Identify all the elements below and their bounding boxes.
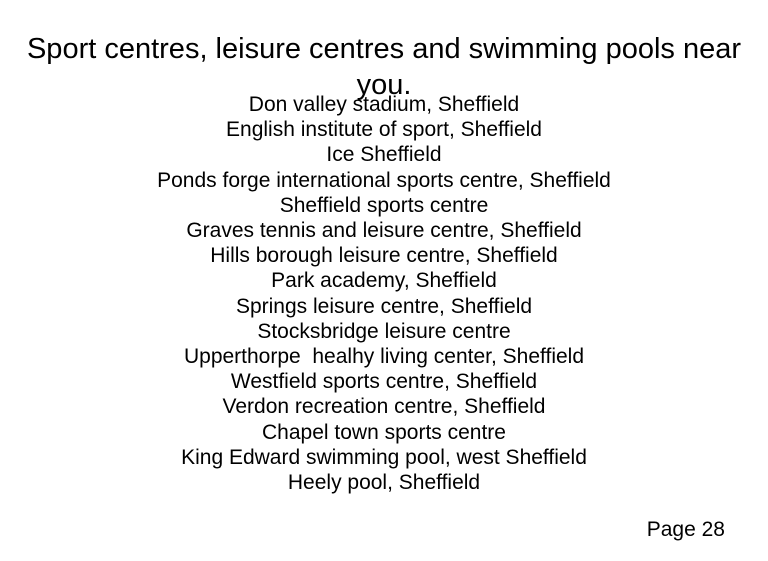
- list-item: Springs leisure centre, Sheffield: [235, 294, 533, 318]
- list-item: Ponds forge international sports centre, Sheffield: [157, 168, 611, 192]
- venue-list: [24, 92, 744, 495]
- list-item: Westfield sports centre, Sheffield: [230, 370, 538, 394]
- list-item: Graves tennis and leisure centre, Sheffield: [186, 219, 582, 243]
- list-item: Park academy, Sheffield: [271, 269, 497, 293]
- list-item: Hills borough leisure centre, Sheffield: [210, 244, 558, 268]
- list-item: Heely pool, Sheffield: [287, 471, 481, 495]
- list-item: Chapel town sports centre: [262, 420, 506, 444]
- list-item: English institute of sport, Sheffield: [226, 118, 542, 142]
- list-item: Verdon recreation centre, Sheffield: [222, 395, 546, 419]
- page-number: Page 28: [646, 518, 725, 541]
- list-item: Ice Sheffield: [326, 143, 442, 167]
- list-item: Sheffield sports centre: [279, 193, 489, 217]
- list-item: Upperthorpe healhy living center, Sheffield: [183, 345, 585, 369]
- list-item: King Edward swimming pool, west Sheffield: [181, 445, 587, 469]
- page-title: Sport centres, leisure centres and swimming pools near you.: [26, 33, 742, 102]
- list-item: Don valley stadium, Sheffield: [248, 93, 520, 116]
- list-item: Stocksbridge leisure centre: [257, 319, 511, 343]
